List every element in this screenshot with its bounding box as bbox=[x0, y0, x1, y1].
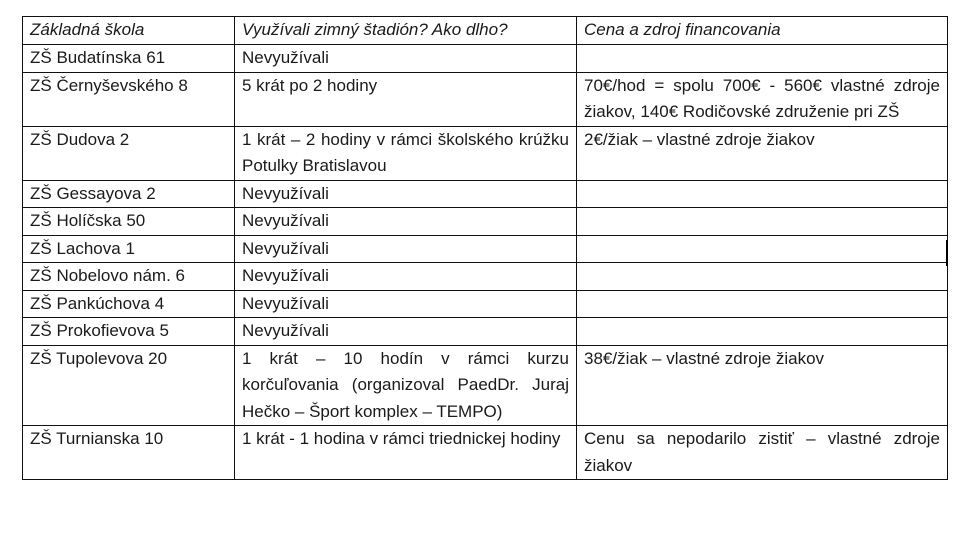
table-row bbox=[23, 180, 948, 208]
usage-cell: Nevyužívali bbox=[235, 235, 577, 263]
price-cell bbox=[577, 180, 948, 208]
school-cell: ZŠ Holíčska 50 bbox=[23, 208, 235, 236]
text-cursor bbox=[946, 240, 948, 266]
table-row bbox=[23, 426, 948, 480]
header-price-funding: Cena a zdroj financovania bbox=[577, 17, 948, 45]
price-cell: 38€/žiak – vlastné zdroje žiakov bbox=[577, 345, 948, 426]
school-cell: ZŠ Turnianska 10 bbox=[23, 426, 235, 480]
usage-cell: Nevyužívali bbox=[235, 318, 577, 346]
school-cell: ZŠ Nobelovo nám. 6 bbox=[23, 263, 235, 291]
usage-cell: 1 krát – 2 hodiny v rámci školského krúžku Potulky Bratislavou bbox=[235, 126, 577, 180]
price-cell bbox=[577, 318, 948, 346]
price-cell bbox=[577, 45, 948, 73]
price-cell bbox=[577, 235, 948, 263]
usage-cell: 1 krát - 1 hodina v rámci triednickej hodiny bbox=[235, 426, 577, 480]
usage-cell: Nevyužívali bbox=[235, 45, 577, 73]
table-row bbox=[23, 290, 948, 318]
school-cell: ZŠ Lachova 1 bbox=[23, 235, 235, 263]
table-row bbox=[23, 345, 948, 426]
usage-cell: 1 krát – 10 hodín v rámci kurzu korčuľovania (organizoval PaedDr. Juraj Hečko – Šport komplex – TEMPO) bbox=[235, 345, 577, 426]
school-cell: ZŠ Gessayova 2 bbox=[23, 180, 235, 208]
table-row bbox=[23, 126, 948, 180]
table-row bbox=[23, 263, 948, 291]
school-cell: ZŠ Dudova 2 bbox=[23, 126, 235, 180]
usage-cell: Nevyužívali bbox=[235, 208, 577, 236]
school-cell: ZŠ Budatínska 61 bbox=[23, 45, 235, 73]
usage-cell: Nevyužívali bbox=[235, 180, 577, 208]
usage-cell: Nevyužívali bbox=[235, 263, 577, 291]
school-cell: ZŠ Tupolevova 20 bbox=[23, 345, 235, 426]
table-row bbox=[23, 235, 948, 263]
table-row bbox=[23, 45, 948, 73]
header-usage: Využívali zimný štadión? Ako dlho? bbox=[235, 17, 577, 45]
school-cell: ZŠ Černyševského 8 bbox=[23, 72, 235, 126]
usage-cell: 5 krát po 2 hodiny bbox=[235, 72, 577, 126]
price-cell bbox=[577, 208, 948, 236]
price-cell bbox=[577, 263, 948, 291]
school-cell: ZŠ Prokofievova 5 bbox=[23, 318, 235, 346]
price-cell: Cenu sa nepodarilo zistiť – vlastné zdroje žiakov bbox=[577, 426, 948, 480]
table-row bbox=[23, 208, 948, 236]
price-cell bbox=[577, 290, 948, 318]
header-row bbox=[23, 17, 948, 45]
price-cell: 70€/hod = spolu 700€ - 560€ vlastné zdroje žiakov, 140€ Rodičovské združenie pri ZŠ bbox=[577, 72, 948, 126]
table-row bbox=[23, 318, 948, 346]
header-school: Základná škola bbox=[23, 17, 235, 45]
table-row bbox=[23, 72, 948, 126]
usage-cell: Nevyužívali bbox=[235, 290, 577, 318]
price-cell: 2€/žiak – vlastné zdroje žiakov bbox=[577, 126, 948, 180]
school-cell: ZŠ Pankúchova 4 bbox=[23, 290, 235, 318]
schools-table bbox=[22, 16, 948, 480]
